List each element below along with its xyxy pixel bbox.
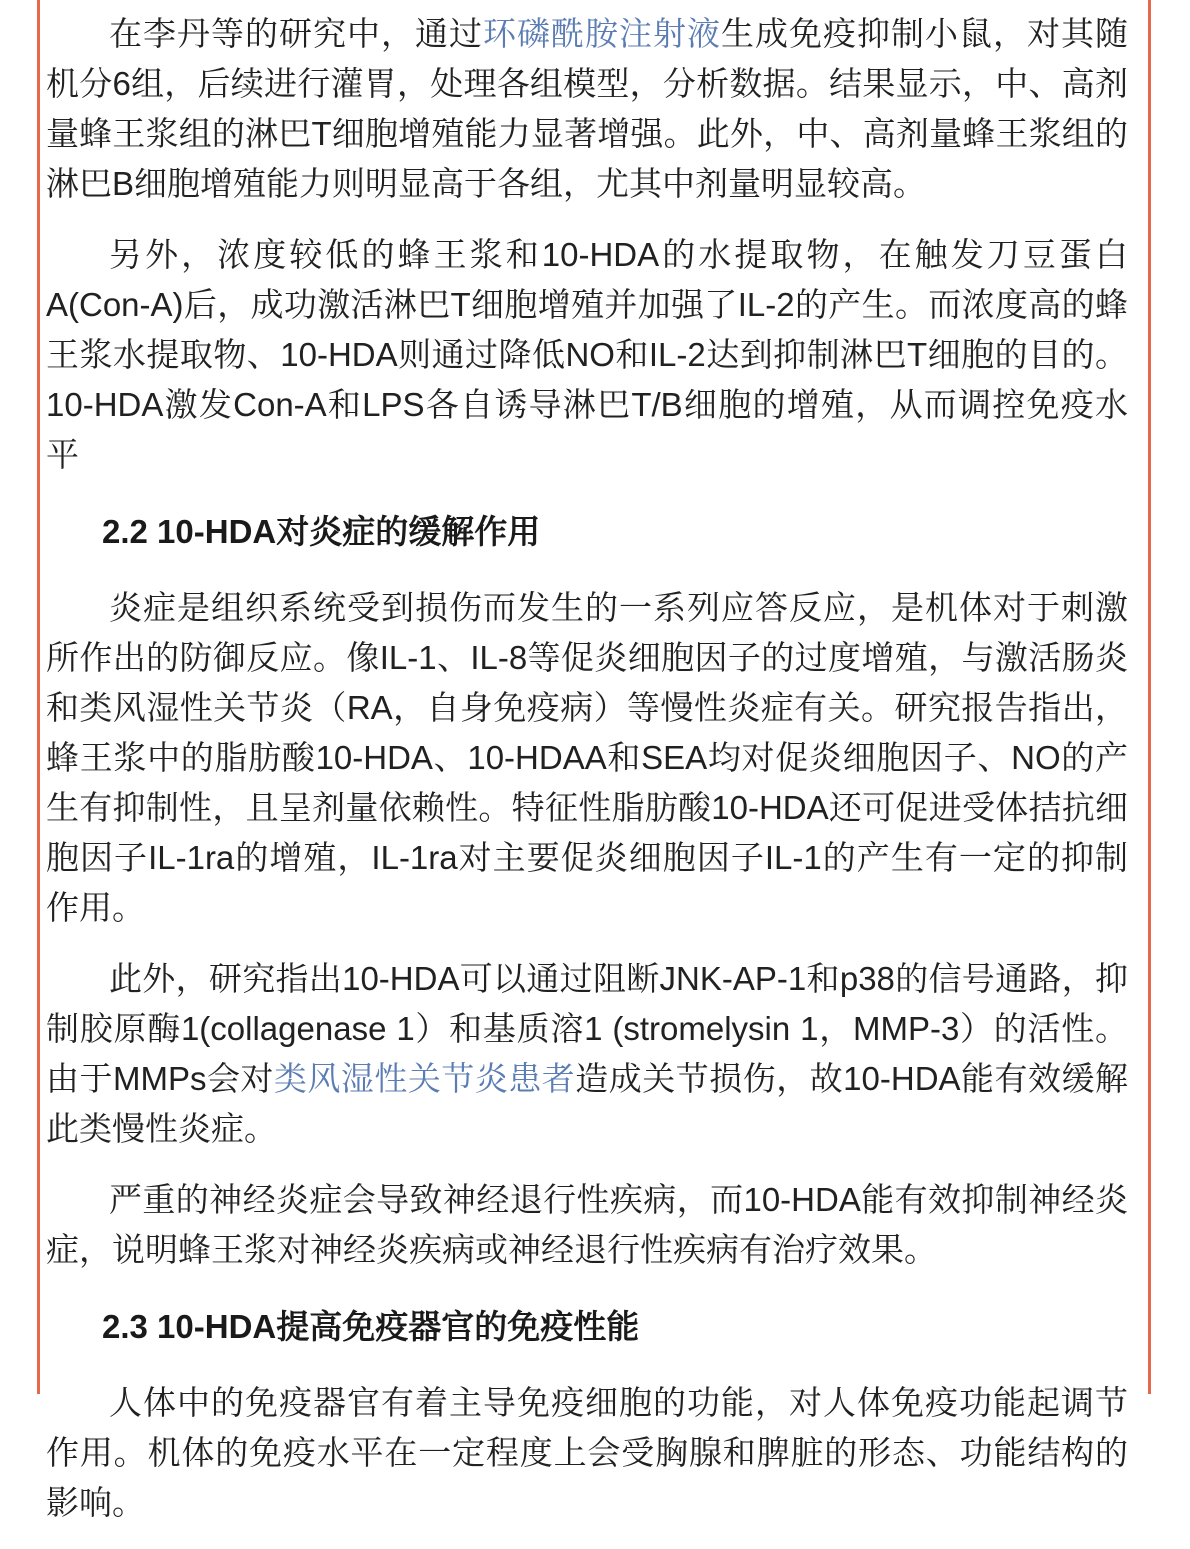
article-body — [46, 0, 1128, 1549]
paragraph — [46, 230, 1128, 480]
section-heading-2-3: 2.3 10-HDA提高免疫器官的免疫性能 — [102, 1308, 640, 1345]
right-page-border-line — [1148, 0, 1151, 1394]
paragraph-text: 另外，浓度较低的蜂王浆和10-HDA的水提取物，在触发刀豆蛋白A(Con-A)后，成功激活淋巴T细胞增殖并加强了IL-2的产生。而浓度高的蜂王浆水提取物、10-HDA则通过降低NO和IL-2达到抑制淋巴T细胞的目的。10-HDA激发Con-A和LPS各自诱导淋巴T/B细胞的增殖，从而调控免疫水平 — [46, 236, 1128, 473]
section-heading-2-2: 2.2 10-HDA对炎症的缓解作用 — [102, 513, 541, 550]
paragraph — [46, 954, 1128, 1154]
paragraph-text: 严重的神经炎症会导致神经退行性疾病，而10-HDA能有效抑制神经炎症，说明蜂王浆对神经炎疾病或神经退行性疾病有治疗效果。 — [46, 1181, 1128, 1268]
paragraph — [46, 9, 1128, 209]
paragraph-text: 此外，研究指出10-HDA可以通过阻断JNK-AP-1和p38的信号通路，抑制胶原酶1(collagenase 1）和基质溶1 (stromelysin 1，MMP-3）的活性。由于MMPs会对 — [46, 960, 1128, 1097]
link-rheumatoid-arthritis-patients[interactable]: 类风湿性关节炎患者 — [273, 1060, 576, 1097]
paragraph-text: 在李丹等的研究中，通过 — [109, 15, 483, 52]
paragraph-text: 生成免疫抑制小鼠，对其随机分6组，后续进行灌胃，处理各组模型，分析数据。结果显示，中、高剂量蜂王浆组的淋巴T细胞增殖能力显著增强。此外，中、高剂量蜂王浆组的淋巴B细胞增殖能力则明显高于各组，尤其中剂量明显较高。 — [46, 15, 1128, 202]
paragraph-text: 造成关节损伤，故10-HDA能有效缓解此类慢性炎症。 — [46, 1060, 1128, 1147]
paragraph-text: 炎症是组织系统受到损伤而发生的一系列应答反应，是机体对于刺激所作出的防御反应。像IL-1、IL-8等促炎细胞因子的过度增殖，与激活肠炎和类风湿性关节炎（RA，自身免疫病）等慢性炎症有关。研究报告指出，蜂王浆中的脂肪酸10-HDA、10-HDAA和SEA均对促炎细胞因子、NO的产生有抑制性，且呈剂量依赖性。特征性脂肪酸10-HDA还可促进受体拮抗细胞因子IL-1ra的增殖，IL-1ra对主要促炎细胞因子IL-1的产生有一定的抑制作用。 — [46, 589, 1128, 926]
paragraph — [46, 583, 1128, 933]
paragraph — [46, 1175, 1128, 1275]
link-cyclophosphamide-injection[interactable]: 环磷酰胺注射液 — [483, 15, 721, 52]
paragraph — [46, 1378, 1128, 1528]
paragraph-text: 人体中的免疫器官有着主导免疫细胞的功能，对人体免疫功能起调节作用。机体的免疫水平在一定程度上会受胸腺和脾脏的形态、功能结构的影响。 — [46, 1384, 1128, 1521]
left-page-border-line — [37, 0, 40, 1394]
